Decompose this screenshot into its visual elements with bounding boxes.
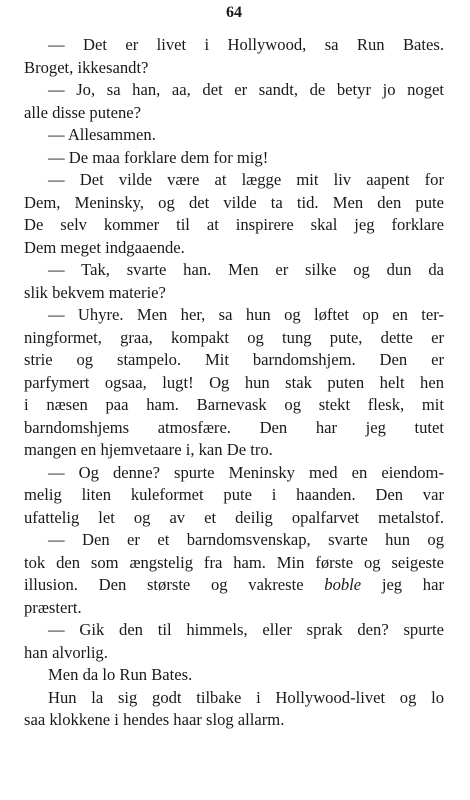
text-line: slik bekvem materie? [24,282,166,302]
text-line: — Og denne? spurte Meninsky med en eiendom- [48,462,444,482]
text-line: alle disse putene? [24,102,142,122]
text-line: strie og stampelo. Mit barndomshjem. Den er [24,350,444,369]
text-line: ufattelig let og av et deilig opalfarvet metalstof. [24,507,444,527]
text-body [24,34,444,732]
text-line: melig liten kuleformet pute i haanden. Den var [24,485,444,504]
text-line: han alvorlig. [24,642,108,662]
text-line: Men da lo Run Bates. [48,665,193,684]
text-line: i næsen paa ham. Barnevask og stekt flesk, mit [24,395,444,414]
text-segment: jeg har [361,575,444,594]
text-line [24,574,444,597]
text-line: saa klokkene i hendes haar slog allarm. [24,710,285,729]
text-line: Broget, ikkesandt? [24,57,149,77]
text-line: parfymert ogsaa, lugt! Og hun stak puten helt hen [24,372,444,392]
text-line: — De maa forklare dem for mig! [48,147,269,167]
italic-word: boble [324,575,362,594]
text-line: Dem, Meninsky, og det vilde ta tid. Men den pute [24,192,444,212]
text-line: Hun la sig godt tilbake i Hollywood-livet og lo [48,687,444,707]
text-line: — Det er livet i Hollywood, sa Run Bates. [48,35,444,54]
text-line: barndomshjems atmosfære. Den har jeg tutet [24,417,444,437]
text-line: mangen en hjemvetaare i, kan De tro. [24,440,273,459]
text-line: — Gik den til himmels, eller sprak den? spurte [48,620,444,639]
text-line: — Tak, svarte han. Men er silke og dun da [48,260,444,279]
text-line: ningformet, graa, kompakt og tung pute, dette er [24,327,444,347]
text-line: — Den er et barndomsvenskap, svarte hun og [48,530,444,549]
text-line: — Uhyre. Men her, sa hun og løftet op en ter- [48,305,444,324]
text-line: De selv kommer til at inspirere skal jeg forklare [24,215,444,234]
text-line: Dem meget indgaaende. [24,237,185,257]
page-number: 64 [226,4,242,21]
text-line: — Jo, sa han, aa, det er sandt, de betyr jo noget [48,80,444,99]
text-segment: illusion. Den største og vakreste [24,575,304,594]
text-line: tok den som ængstelig fra ham. Min første og seigeste [24,552,444,572]
text-line: præstert. [24,597,82,617]
book-page [24,0,444,800]
text-line: — Allesammen. [48,125,156,144]
text-line: — Det vilde være at lægge mit liv aapent for [48,170,444,189]
